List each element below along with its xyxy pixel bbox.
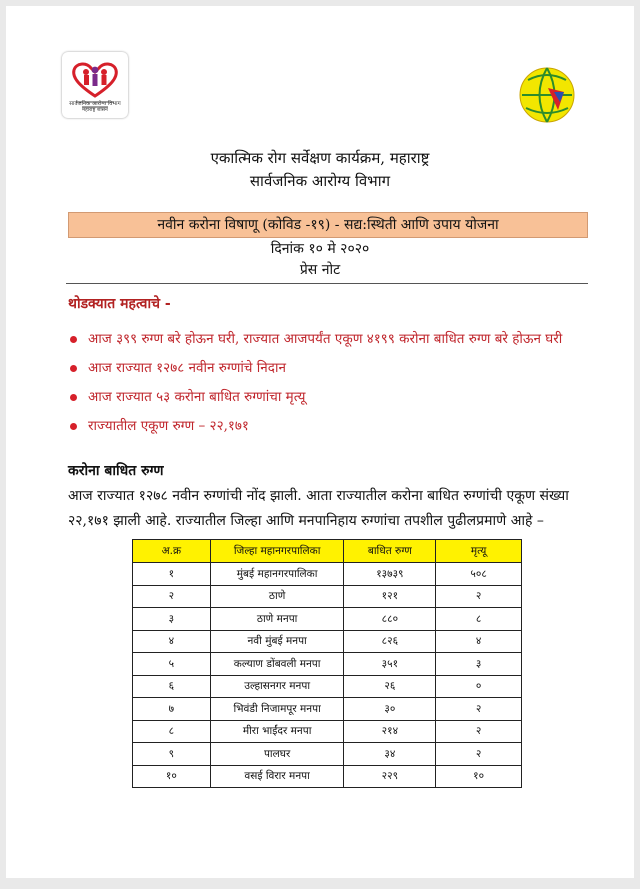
highlights-list — [68, 328, 562, 444]
deaths-cell: २ — [436, 698, 522, 721]
header-deaths: मृत्यू — [436, 540, 522, 563]
press-note-label: प्रेस नोट — [299, 262, 341, 278]
department-title: सार्वजनिक आरोग्य विभाग — [249, 172, 391, 190]
table-row — [133, 675, 522, 698]
bullet-text: आज राज्यात ५३ करोना बाधित रुग्णांचा मृत्यू — [88, 389, 306, 405]
list-item — [68, 386, 562, 414]
bullet-icon — [70, 336, 77, 343]
list-item — [68, 415, 562, 443]
district-cell: मीरा भाईंदर मनपा — [210, 720, 344, 743]
deaths-cell: ३ — [436, 653, 522, 676]
table-row — [133, 585, 522, 608]
district-cases-table — [132, 539, 522, 788]
cases-cell: ३५१ — [344, 653, 436, 676]
cases-cell: ३४ — [344, 743, 436, 766]
deaths-cell: १० — [436, 765, 522, 788]
cases-cell: ८२६ — [344, 630, 436, 653]
table-row — [133, 743, 522, 766]
table-header-row — [133, 540, 522, 563]
serial-cell: ५ — [133, 653, 211, 676]
deaths-cell: २ — [436, 585, 522, 608]
serial-cell: ९ — [133, 743, 211, 766]
cases-paragraph — [68, 484, 588, 534]
deaths-cell: २ — [436, 720, 522, 743]
table-row — [133, 698, 522, 721]
bullet-text: राज्यातील एकूण रुग्ण – २२,१७१ — [88, 418, 249, 434]
deaths-cell: २ — [436, 743, 522, 766]
district-cell: उल्हासनगर मनपा — [210, 675, 344, 698]
deaths-cell: ४ — [436, 630, 522, 653]
press-note-date: दिनांक १० मे २०२० — [270, 241, 370, 257]
logo-text-line2: महाराष्ट्र शासन — [82, 107, 108, 113]
serial-cell: १ — [133, 563, 211, 586]
district-cell: मुंबई महानगरपालिका — [210, 563, 344, 586]
district-cell: ठाणे — [210, 585, 344, 608]
bullet-icon — [70, 423, 77, 430]
cases-cell: १२१ — [344, 585, 436, 608]
serial-cell: ७ — [133, 698, 211, 721]
list-item — [68, 357, 562, 385]
district-cell: भिवंडी निजामपूर मनपा — [210, 698, 344, 721]
district-cell: पालघर — [210, 743, 344, 766]
deaths-cell: ८ — [436, 608, 522, 631]
cases-cell: २१४ — [344, 720, 436, 743]
district-cell: ठाणे मनपा — [210, 608, 344, 631]
paragraph-line: २२,१७१ झाली आहे. राज्यातील जिल्हा आणि मनपानिहाय रुग्णांचा तपशील पुढीलप्रमाणे आहे – — [68, 513, 544, 529]
district-cell: नवी मुंबई मनपा — [210, 630, 344, 653]
serial-cell: ६ — [133, 675, 211, 698]
table-row — [133, 653, 522, 676]
header-serial: अ.क्र — [133, 540, 211, 563]
bullet-text: आज राज्यात १२७८ नवीन रुग्णांचे निदान — [88, 360, 286, 376]
serial-cell: २ — [133, 585, 211, 608]
deaths-cell: ५०८ — [436, 563, 522, 586]
serial-cell: १० — [133, 765, 211, 788]
cases-cell: २२९ — [344, 765, 436, 788]
bullet-icon — [70, 394, 77, 401]
header-district: जिल्हा महानगरपालिका — [210, 540, 344, 563]
table-row — [133, 765, 522, 788]
bullet-icon — [70, 365, 77, 372]
cases-cell: ८८० — [344, 608, 436, 631]
district-cell: वसई विरार मनपा — [210, 765, 344, 788]
press-note-title-bar: नवीन करोना विषाणू (कोविड -१९) - सद्य:स्थिती आणि उपाय योजना — [68, 212, 588, 238]
district-cell: कल्याण डोंबवली मनपा — [210, 653, 344, 676]
globe-logo — [518, 66, 576, 124]
health-department-logo — [62, 52, 128, 118]
table-row — [133, 720, 522, 743]
cases-cell: ३० — [344, 698, 436, 721]
press-note-page — [6, 6, 634, 878]
bullet-text: आज ३९९ रुग्ण बरे होऊन घरी, राज्यात आजपर्यंत एकूण ४१९९ करोना बाधित रुग्ण बरे होऊन घरी — [88, 331, 563, 347]
serial-cell: ८ — [133, 720, 211, 743]
cases-cell: २६ — [344, 675, 436, 698]
cases-cell: १३७३९ — [344, 563, 436, 586]
cases-heading: करोना बाधित रुग्ण — [68, 463, 164, 479]
header-cases: बाधित रुग्ण — [344, 540, 436, 563]
logo-text-line1: सार्वजनिक आरोग्य विभाग — [69, 101, 121, 107]
paragraph-line: आज राज्यात १२७८ नवीन रुग्णांची नोंद झाली. आता राज्यातील करोना बाधित रुग्णांची एकूण संख्या — [68, 488, 569, 504]
serial-cell: ३ — [133, 608, 211, 631]
program-title: एकात्मिक रोग सर्वेक्षण कार्यक्रम, महाराष्ट्र — [210, 149, 430, 167]
header-divider — [66, 283, 588, 284]
table-row — [133, 563, 522, 586]
globe-icon — [518, 66, 576, 124]
highlights-heading: थोडक्यात महत्वाचे - — [68, 296, 171, 312]
list-item — [68, 328, 562, 356]
deaths-cell: ० — [436, 675, 522, 698]
table-row — [133, 630, 522, 653]
serial-cell: ४ — [133, 630, 211, 653]
table-row — [133, 608, 522, 631]
